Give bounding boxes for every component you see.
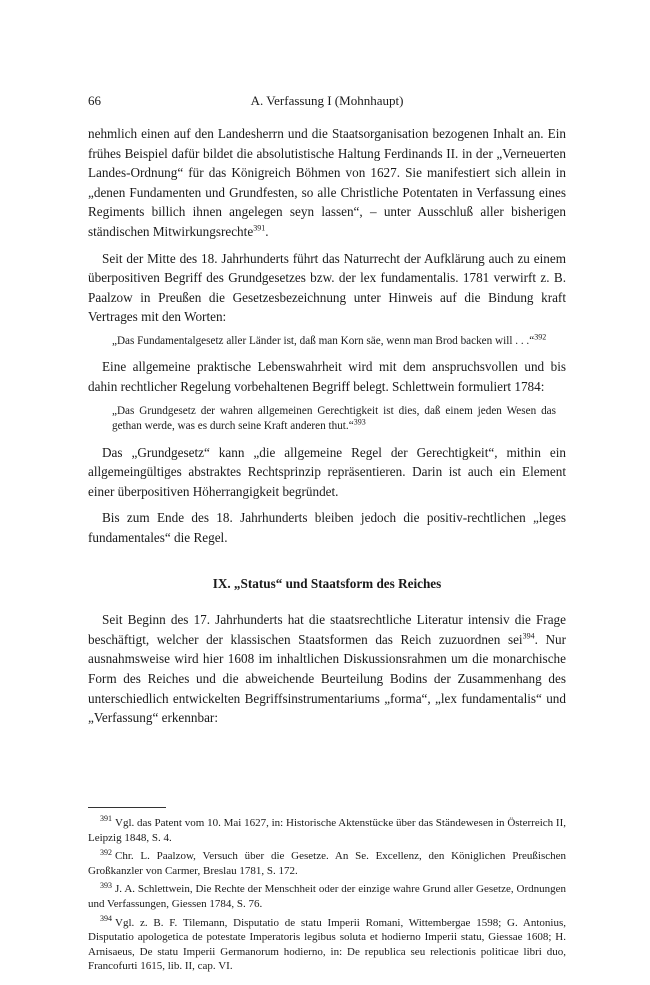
footnote-divider — [88, 807, 166, 808]
footnote-ref-393[interactable]: 393 — [353, 417, 366, 427]
paragraph-5: Bis zum Ende des 18. Jahrhunderts bleiben jedoch die positiv-rechtlichen „leges fundamentales“ die Regel. — [88, 510, 566, 545]
footnote-ref-392[interactable]: 392 — [534, 332, 547, 342]
footnote-393: $^{393}$ J. A. Schlettwein, Die Rechte der Menschheit oder der einzige wahre Grund aller Gesetze, Ordnungen und Verfassungen, Giessen 1784, S. 76. — [88, 880, 566, 910]
main-text — [88, 124, 566, 735]
running-header — [88, 93, 566, 109]
footnote-ref-394[interactable]: 394 — [522, 631, 535, 641]
paragraph-3: Eine allgemeine praktische Lebenswahrheit wird mit dem anspruchsvollen und bis dahin rechtlicher Regelung vorbehaltenen Begriff belegt. Schlettwein formuliert 1784: — [88, 359, 566, 395]
footnote-ref-391[interactable]: 391 — [253, 223, 266, 233]
footnotes — [88, 816, 566, 978]
running-title: A. Verfassung I (Mohnhaupt) — [250, 93, 404, 108]
footnote-394: $^{394}$ Vgl. z. B. F. Tilemann, Disputatio de statu Imperii Romani, Wittembergae 1598; G. Antonius, Disputatio apologetica de potestate Imperatoris legibus soluta et hodierno Imperii statu, Giessae 1608; H. Arnisaeus, De statu Imperii Germanorum hodierno, in: De republica seu relectionis politicae libri duo, Francofurti 1615, lib. II, cap. VI. — [88, 913, 566, 973]
section-heading: IX. „Status“ und Staatsform des Reiches — [212, 575, 442, 591]
paragraph-4: Das „Grundgesetz“ kann „die allgemeine Regel der Gerechtigkeit“, mithin ein allgemeingültiges abstraktes Rechtsprinzip repräsentieren. Darin ist auch ein Element einer überpositiven Höherrangigkeit begründet. — [88, 444, 566, 499]
block-quote-schlettwein: „Das Grundgesetz der wahren allgemeinen Gerechtigkeit ist dies, daß einem jeden Wesen das gethan werde, was es durch seine Kraft anderen thut.“$^{393}$ — [112, 404, 556, 433]
footnote-391: $^{391}$ Vgl. das Patent vom 10. Mai 1627, in: Historische Aktenstücke über das Ständewesen in Österreich II, Leipzig 1848, S. 4. — [88, 814, 566, 844]
footnote-392: $^{392}$ Chr. L. Paalzow, Versuch über die Gesetze. An Se. Excellenz, den Königlichen Preußischen Großkanzler von Carmer, Breslau 1781, S. 172. — [88, 847, 566, 877]
block-quote-paalzow: „Das Fundamentalgesetz aller Länder ist, daß man Korn säe, wenn man Brod backen will . . .“$^{392}$ — [112, 332, 547, 347]
paragraph-6: Seit Beginn des 17. Jahrhunderts hat die staatsrechtliche Literatur intensiv die Frage beschäftigt, welcher der klassischen Staatsformen das Reich zuzuordnen sei$^{394}$. Nur ausnahmsweise wird hier 1608 im inhaltlichen Diskussionsrahmen um die monarchische Form des Reiches und die abweichende Beurteilung Bodins der Zusammenhang des unterschiedlich entwickelten Begriffsinstrumentariums „forma“, „lex fundamentalis“ und „Verfassung“ erkennbar: — [88, 612, 567, 726]
paragraph-2: Seit der Mitte des 18. Jahrhunderts führt das Naturrecht der Aufklärung auch zu einem überpositiven Begriff des Grundgesetzes bzw. der lex fundamentalis. 1781 verwirft z. B. Paalzow in Preußen die Gesetzesbezeichnung unter Hinweis auf die Bindung kraft Vertrages mit den Worten: — [88, 250, 566, 325]
page-number: 66 — [88, 93, 101, 108]
paragraph-1: nehmlich einen auf den Landesherrn und die Staatsorganisation bezogenen Inhalt an. Ein frühes Beispiel dafür bildet die absolutistische Haltung Ferdinands II. in der „Verneuerten Landes-Ordnung“ für das Königreich Böhmen von 1627. Sie manifestiert sich allein in „denen Fundamenten und Grundfesten, so alle Christliche Potentaten in Verfassung eines Regiments billich ihnen angelegen seyn lassen“, – unter Ausschluß aller bisherigen ständischen Mitwirkungsrechte$^{391}$. — [88, 126, 566, 239]
